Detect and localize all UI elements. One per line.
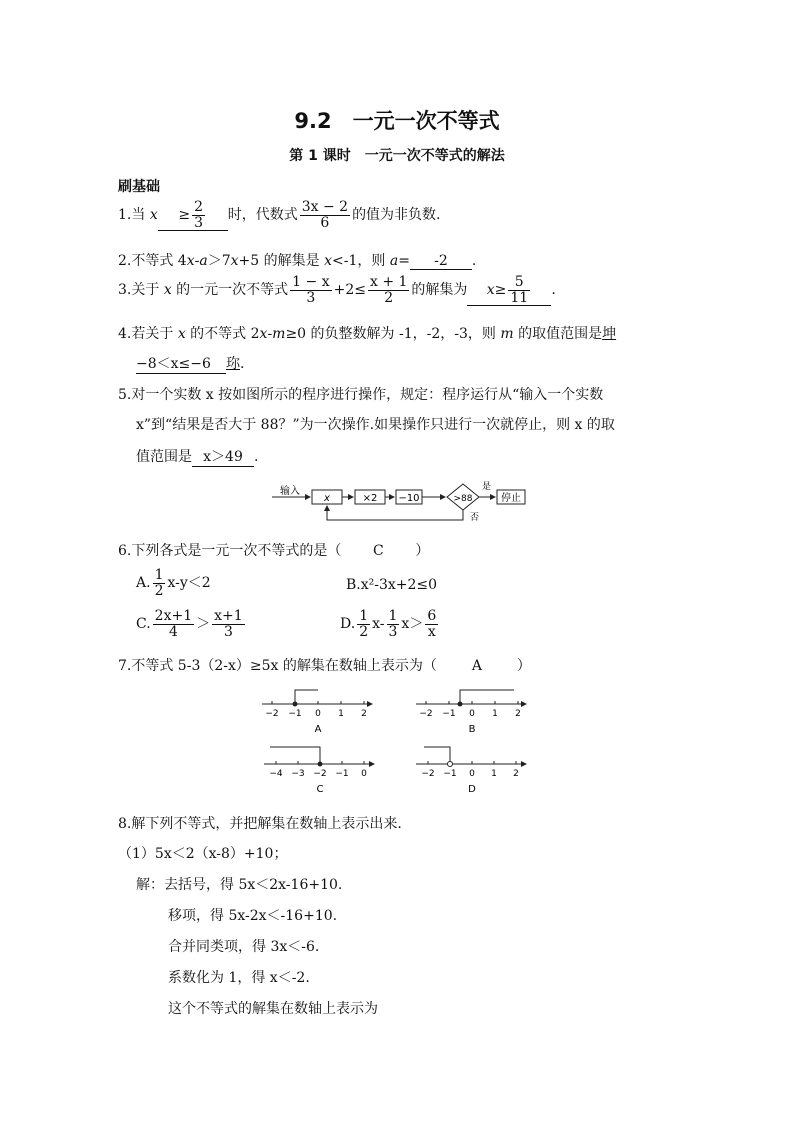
svg-text:−2: −2: [313, 769, 327, 779]
svg-text:B: B: [468, 724, 476, 735]
svg-text:−1: −1: [443, 769, 457, 779]
number-line-c: [262, 742, 382, 794]
svg-text:−1: −1: [335, 769, 349, 779]
section-label: 刷基础: [118, 179, 160, 195]
svg-text:C: C: [316, 784, 324, 794]
svg-text:2: 2: [513, 769, 519, 779]
svg-text:停止: 停止: [501, 493, 521, 504]
svg-text:0: 0: [469, 709, 475, 719]
svg-text:−1: −1: [288, 709, 302, 719]
svg-text:−10: −10: [398, 493, 420, 504]
svg-text:−2: −2: [421, 769, 435, 779]
answer-1: ≥ $\frac{2}{3}$: [158, 200, 228, 231]
solution-step-3: 合并同类项，得 3x＜-6.: [168, 939, 320, 955]
svg-text:−4: −4: [269, 769, 283, 779]
number-line-a: [260, 686, 380, 738]
svg-text:−2: −2: [265, 709, 279, 719]
svg-text:否: 否: [470, 513, 480, 523]
answer-6: C: [373, 543, 384, 559]
solution-step-1: 解：去括号，得 5x＜2x-16+10.: [136, 877, 343, 893]
svg-text:1: 1: [492, 709, 498, 719]
svg-text:2: 2: [361, 709, 367, 719]
page-title: 9.2 一元一次不等式: [294, 109, 500, 133]
question-8: 8.解下列不等式，并把解集在数轴上表示出来.: [118, 816, 402, 832]
svg-text:是: 是: [482, 482, 492, 492]
page-subtitle: 第 1 课时 一元一次不等式的解法: [289, 148, 505, 164]
svg-text:A: A: [314, 724, 322, 735]
question-1: 1.当 x ≥ $\frac{2}{3}$ 时，代数式 $\frac{3x - 2}{6}$ 的值为非负数.: [118, 199, 441, 231]
svg-text:1: 1: [338, 709, 344, 719]
svg-text:1: 1: [491, 769, 497, 779]
svg-text:−3: −3: [291, 769, 305, 779]
svg-text:×2: ×2: [362, 493, 378, 504]
solution-step-2: 移项，得 5x-2x＜-16+10.: [168, 908, 338, 924]
svg-text:−2: −2: [419, 709, 433, 719]
program-flowchart: [270, 478, 530, 524]
solution-step-5: 这个不等式的解集在数轴上表示为: [168, 1001, 378, 1017]
svg-text:−1: −1: [442, 709, 456, 719]
svg-text:0: 0: [469, 769, 475, 779]
number-line-b: [414, 686, 534, 738]
question-3: 3.关于 x 的一元一次不等式 $\frac{1 - x}{3}$ +2≤ $\frac{x + 1}{2}$ 的解集为 x≥ $\frac{5}{11}$ .: [118, 274, 556, 306]
number-line-d: [414, 742, 534, 794]
option-6-b: B.x²-3x+2≤0: [346, 577, 438, 593]
svg-text:2: 2: [515, 709, 521, 719]
svg-text:D: D: [468, 784, 476, 794]
answer-4: −8＜x≤−6: [136, 353, 226, 374]
answer-3: x≥ $\frac{5}{11}$: [467, 275, 551, 306]
question-8-part-1: （1）5x＜2（x-8）+10；: [118, 846, 288, 862]
answer-2: -2: [410, 253, 472, 270]
solution-step-4: 系数化为 1，得 x＜-2.: [168, 970, 310, 986]
flow-input-label: 输入: [280, 486, 300, 497]
answer-5: x＞49: [192, 446, 254, 467]
question-6: 6.下列各式是一元一次不等式的是（ C ）: [118, 543, 430, 559]
svg-text:0: 0: [315, 709, 321, 719]
question-5-line-3: 值范围是 x＞49 .: [136, 446, 258, 467]
option-6-a: A. $\frac{1}{2}$ x-y＜2: [136, 567, 211, 599]
svg-text:>88: >88: [453, 494, 473, 504]
svg-text:x: x: [324, 493, 330, 504]
question-2: 2.不等式 4x-a＞7x+5 的解集是 x<-1，则 a= -2 .: [118, 253, 477, 269]
answer-7: A: [471, 658, 482, 674]
question-4-answer-line: −8＜x≤−6 珎.: [136, 353, 244, 374]
question-5-line-2: x”到“结果是否大于 88？”为一次操作.如果操作只进行一次就停止，则 x 的取: [136, 417, 615, 433]
option-6-d: D. $\frac{1}{2}$ x- $\frac{1}{3}$ x＞ $\frac{6}{x}$: [340, 608, 437, 640]
svg-text:0: 0: [361, 769, 367, 779]
question-7: 7.不等式 5-3（2-x）≥5x 的解集在数轴上表示为（ A ）: [118, 658, 531, 674]
question-5-line-1: 5.对一个实数 x 按如图所示的程序进行操作，规定：程序运行从“输入一个实数: [118, 387, 604, 403]
option-6-c: C. $\frac{2x+1}{4}$ ＞ $\frac{x+1}{3}$: [136, 608, 243, 640]
question-4: 4.若关于 x 的不等式 2x-m≥0 的负整数解为 -1，-2，-3，则 m 的取值范围是坤: [118, 326, 617, 342]
